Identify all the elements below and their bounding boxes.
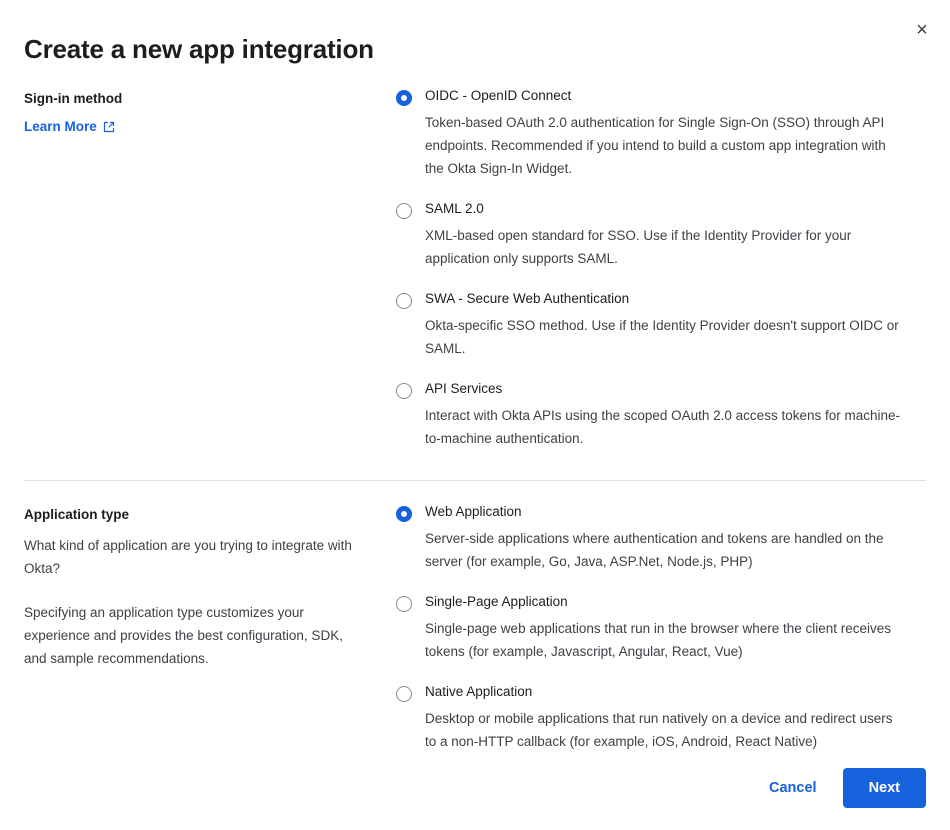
signin-option-swa[interactable] [396, 290, 904, 360]
app-type-option-web[interactable] [396, 503, 904, 573]
close-icon[interactable]: × [908, 16, 936, 44]
application-type-label: Application type [24, 507, 130, 523]
signin-method-label: Sign-in method [24, 91, 123, 106]
learn-more-link[interactable] [24, 119, 115, 134]
signin-option-saml[interactable] [396, 200, 904, 270]
radio-icon[interactable] [396, 383, 412, 399]
option-body [425, 503, 904, 573]
signin-method-section [0, 65, 950, 450]
application-type-para-2: Specifying an application type customizes your experience and provides the best configuration, SDK, and sample recommendations. [24, 604, 343, 667]
option-body [425, 87, 904, 180]
signin-method-options [396, 65, 926, 450]
option-title: SAML 2.0 [425, 201, 484, 217]
option-description: Desktop or mobile applications that run natively on a device and redirect users to a non-HTTP callback (for example, iOS, Android, React Native) [425, 710, 893, 749]
option-description: Interact with Okta APIs using the scoped OAuth 2.0 access tokens for machine-to-machine authentication. [425, 407, 900, 446]
radio-icon[interactable] [396, 90, 412, 106]
radio-icon[interactable] [396, 686, 412, 702]
option-description: Token-based OAuth 2.0 authentication for Single Sign-On (SSO) through API endpoints. Recommended if you intend to build a custom app integration with the Okta Sign-In Widget. [425, 114, 886, 176]
application-type-section [0, 481, 950, 753]
radio-icon[interactable] [396, 506, 412, 522]
page-title: Create a new app integration [24, 34, 374, 64]
option-title: Single-Page Application [425, 594, 568, 610]
radio-icon[interactable] [396, 596, 412, 612]
option-body [425, 200, 904, 270]
option-description: Single-page web applications that run in the browser where the client receives tokens (for example, Javascript, Angular, React, Vue) [425, 620, 892, 659]
cancel-button[interactable]: Cancel [765, 772, 821, 804]
application-type-options [396, 481, 926, 753]
learn-more-label: Learn More [24, 119, 97, 134]
option-title: OIDC - OpenID Connect [425, 88, 572, 103]
option-title: API Services [425, 381, 503, 397]
application-type-para-1: What kind of application are you trying to integrate with Okta? [24, 538, 352, 577]
application-type-left [24, 481, 396, 753]
option-description: Server-side applications where authentication and tokens are handled on the server (for example, Go, Java, ASP.Net, Node.js, PHP) [425, 530, 884, 569]
option-description: XML-based open standard for SSO. Use if the Identity Provider for your application only supports SAML. [425, 227, 852, 266]
signin-method-left [24, 65, 396, 450]
option-title: SWA - Secure Web Authentication [425, 291, 630, 307]
signin-option-oidc[interactable] [396, 87, 904, 180]
option-body [425, 683, 904, 753]
option-body [425, 380, 904, 450]
app-type-option-spa[interactable] [396, 593, 904, 663]
signin-option-api-services[interactable] [396, 380, 904, 450]
option-title: Web Application [425, 504, 522, 520]
option-body [425, 593, 904, 663]
radio-icon[interactable] [396, 203, 412, 219]
option-title: Native Application [425, 684, 533, 700]
external-link-icon [103, 121, 115, 133]
option-body [425, 290, 904, 360]
radio-icon[interactable] [396, 293, 412, 309]
dialog-footer [765, 768, 926, 808]
next-button[interactable]: Next [843, 768, 926, 808]
app-type-option-native[interactable] [396, 683, 904, 753]
option-description: Okta-specific SSO method. Use if the Identity Provider doesn't support OIDC or SAML. [425, 317, 899, 356]
